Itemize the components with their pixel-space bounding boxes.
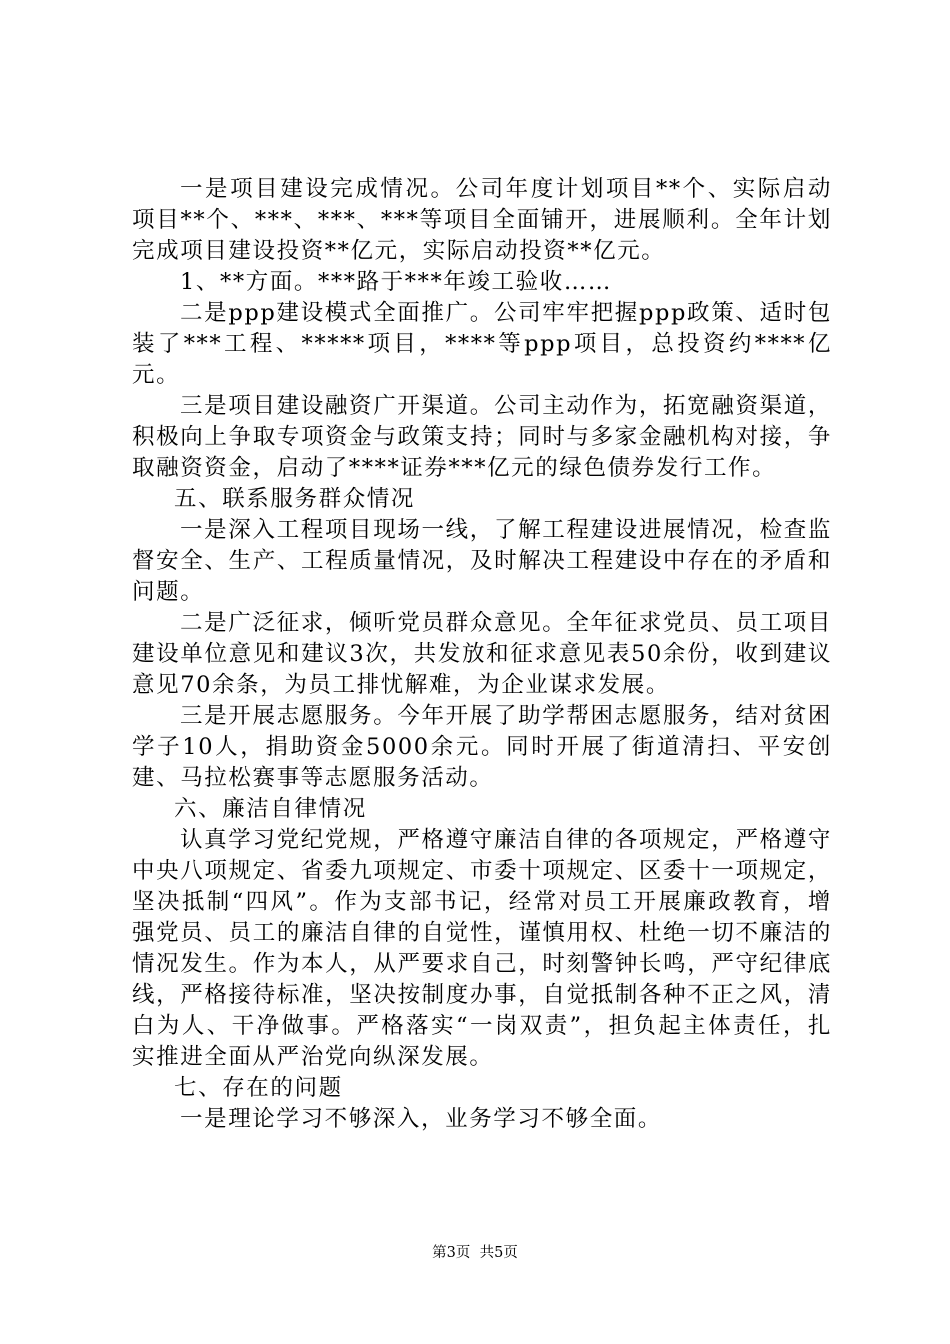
section-heading-6: 六、廉洁自律情况 [174, 796, 367, 822]
paragraph-opinions: 二是广泛征求，倾听党员群众意见。全年征求党员、员工项目建设单位意见和建议3次，共发放和征求意见表50余份，收到建议意见70余条，为员工排忧解难，为企业谋求发展。 [132, 610, 832, 698]
page-total: 共5页 [479, 1245, 518, 1261]
paragraph-volunteer: 三是开展志愿服务。今年开展了助学帮困志愿服务，结对贫困学子10人，捐助资金5000余元。同时开展了街道清扫、平安创建、马拉松赛事等志愿服务活动。 [132, 703, 832, 791]
paragraph-site-visits: 一是深入工程项目现场一线，了解工程建设进展情况，检查监督安全、生产、工程质量情况，及时解决工程建设中存在的矛盾和问题。 [132, 517, 832, 605]
paragraph-integrity: 认真学习党纪党规，严格遵守廉洁自律的各项规定，严格遵守中央八项规定、省委九项规定、市委十项规定、区委十一项规定，坚决抵制“四风”。作为支部书记，经常对员工开展廉政教育，增强党员、员工的廉洁自律的自觉性，谨慎用权、杜绝一切不廉洁的情况发生。作为本人，从严要求自己，时刻警钟长鸣，严守纪律底线，严格接待标准，坚决按制度办事，自觉抵制各种不正之风，清白为人、干净做事。严格落实“一岗双责”，担负起主体责任，扎实推进全面从严治党向纵深发展。 [132, 827, 832, 1070]
page-footer [0, 1243, 950, 1263]
paragraph-financing: 三是项目建设融资广开渠道。公司主动作为，拓宽融资渠道，积极向上争取专项资金与政策支持；同时与多家金融机构对接，争取融资资金，启动了****证券***亿元的绿色债券发行工作。 [132, 393, 832, 481]
section-heading-7: 七、存在的问题 [174, 1075, 343, 1101]
paragraph-problems: 一是理论学习不够深入，业务学习不够全面。 [180, 1106, 663, 1132]
document-body [132, 174, 832, 1135]
page-number: 第3页 [432, 1245, 471, 1261]
paragraph-ppp-model: 二是ppp建设模式全面推广。公司牢牢把握ppp政策、适时包装了***工程、*****项目，****等ppp项目，总投资约****亿元。 [132, 300, 832, 388]
paragraph-project-construction: 一是项目建设完成情况。公司年度计划项目**个、实际启动项目**个、***、***、***等项目全面铺开，进展顺利。全年计划完成项目建设投资**亿元，实际启动投资**亿元。 [132, 176, 832, 264]
paragraph-item-1: 1、**方面。***路于***年竣工验收…… [180, 269, 613, 295]
section-heading-5: 五、联系服务群众情况 [174, 486, 416, 512]
